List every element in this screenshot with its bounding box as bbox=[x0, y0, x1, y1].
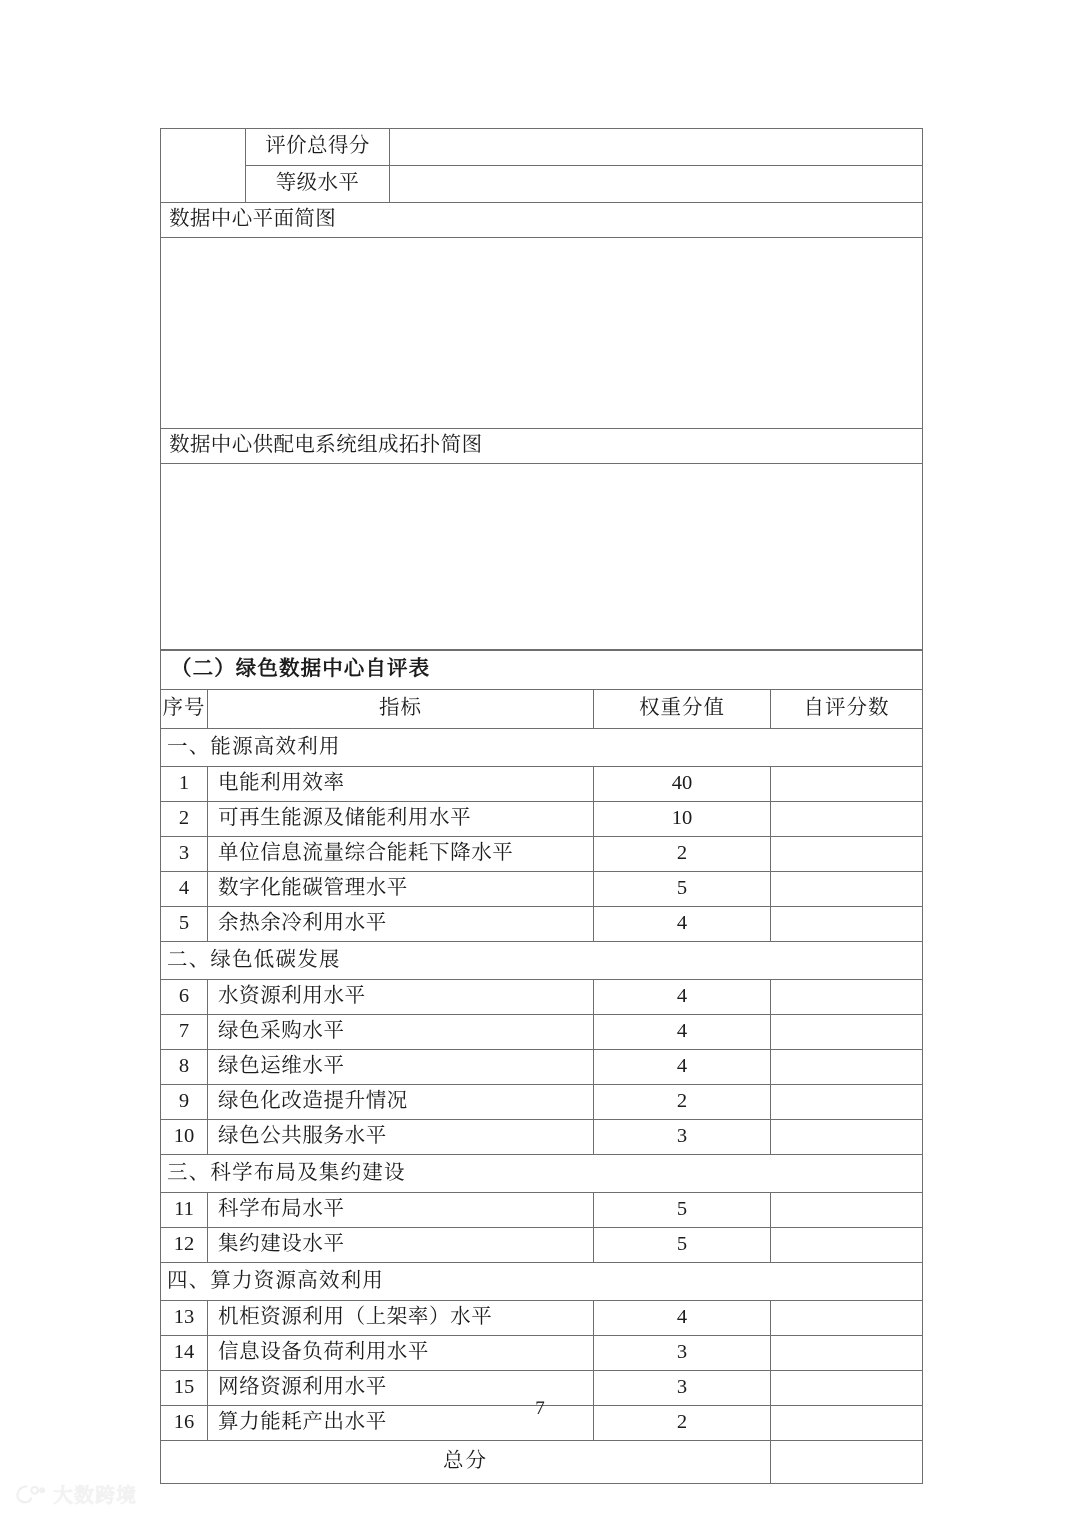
category-title-scientific-layout: 三、科学布局及集约建设 bbox=[161, 1155, 923, 1193]
row-self-score[interactable] bbox=[771, 907, 923, 942]
row-weight: 5 bbox=[594, 1193, 771, 1228]
category-title-energy-efficiency: 一、能源高效利用 bbox=[161, 729, 923, 767]
row-index: 1 bbox=[161, 767, 208, 802]
table-row-category bbox=[161, 942, 923, 980]
page-number: 7 bbox=[535, 1398, 545, 1419]
floorplan-diagram-area[interactable] bbox=[161, 238, 923, 429]
row-indicator: 绿色公共服务水平 bbox=[208, 1120, 594, 1155]
row-index: 15 bbox=[161, 1371, 208, 1406]
row-self-score[interactable] bbox=[771, 872, 923, 907]
table-row-total bbox=[161, 1441, 923, 1484]
table-row bbox=[161, 767, 923, 802]
row-index: 10 bbox=[161, 1120, 208, 1155]
row-weight: 3 bbox=[594, 1371, 771, 1406]
column-header-self-score: 自评分数 bbox=[771, 690, 923, 729]
table-row bbox=[161, 1085, 923, 1120]
table-row bbox=[161, 980, 923, 1015]
table-row-power-topology-area bbox=[161, 464, 923, 650]
column-header-weight: 权重分值 bbox=[594, 690, 771, 729]
row-indicator: 余热余冷利用水平 bbox=[208, 907, 594, 942]
row-weight: 4 bbox=[594, 1015, 771, 1050]
row-index: 9 bbox=[161, 1085, 208, 1120]
category-title-green-low-carbon: 二、绿色低碳发展 bbox=[161, 942, 923, 980]
power-topology-diagram-title: 数据中心供配电系统组成拓扑简图 bbox=[161, 429, 923, 464]
watermark-text: 大数跨境 bbox=[53, 1485, 137, 1507]
table-row-floorplan-title bbox=[161, 203, 923, 238]
table-row-total-score bbox=[161, 129, 923, 166]
row-weight: 3 bbox=[594, 1336, 771, 1371]
table-row bbox=[161, 1120, 923, 1155]
row-weight: 4 bbox=[594, 1050, 771, 1085]
table-row bbox=[161, 802, 923, 837]
table-row-category bbox=[161, 729, 923, 767]
table-row bbox=[161, 1228, 923, 1263]
row-index: 13 bbox=[161, 1301, 208, 1336]
row-indicator: 可再生能源及储能利用水平 bbox=[208, 802, 594, 837]
row-self-score[interactable] bbox=[771, 837, 923, 872]
row-weight: 4 bbox=[594, 907, 771, 942]
table-row-grade-level bbox=[161, 166, 923, 203]
table-row bbox=[161, 907, 923, 942]
column-header-index: 序号 bbox=[161, 690, 208, 729]
row-indicator: 集约建设水平 bbox=[208, 1228, 594, 1263]
row-self-score[interactable] bbox=[771, 1050, 923, 1085]
watermark bbox=[16, 1479, 137, 1508]
row-weight: 3 bbox=[594, 1120, 771, 1155]
grade-level-value[interactable] bbox=[390, 166, 923, 203]
table-row bbox=[161, 1336, 923, 1371]
table-row-section-title bbox=[161, 651, 923, 690]
row-index: 2 bbox=[161, 802, 208, 837]
evaluation-summary-table bbox=[160, 128, 923, 650]
row-self-score[interactable] bbox=[771, 1336, 923, 1371]
row-indicator: 单位信息流量综合能耗下降水平 bbox=[208, 837, 594, 872]
row-index: 5 bbox=[161, 907, 208, 942]
row-self-score[interactable] bbox=[771, 1301, 923, 1336]
floorplan-diagram-title: 数据中心平面简图 bbox=[161, 203, 923, 238]
row-indicator: 绿色化改造提升情况 bbox=[208, 1085, 594, 1120]
row-self-score[interactable] bbox=[771, 1193, 923, 1228]
row-weight: 2 bbox=[594, 837, 771, 872]
row-weight: 40 bbox=[594, 767, 771, 802]
table-row-floorplan-area bbox=[161, 238, 923, 429]
row-weight: 2 bbox=[594, 1406, 771, 1441]
row-self-score[interactable] bbox=[771, 802, 923, 837]
row-index: 8 bbox=[161, 1050, 208, 1085]
row-self-score[interactable] bbox=[771, 1085, 923, 1120]
row-self-score[interactable] bbox=[771, 767, 923, 802]
circle-eyes-logo-icon bbox=[16, 1483, 46, 1505]
row-self-score[interactable] bbox=[771, 980, 923, 1015]
column-header-indicator: 指标 bbox=[208, 690, 594, 729]
table-row-category bbox=[161, 1155, 923, 1193]
table-row bbox=[161, 872, 923, 907]
row-indicator: 信息设备负荷利用水平 bbox=[208, 1336, 594, 1371]
row-indicator: 水资源利用水平 bbox=[208, 980, 594, 1015]
row-index: 11 bbox=[161, 1193, 208, 1228]
total-score-row-value[interactable] bbox=[771, 1441, 923, 1484]
row-index: 4 bbox=[161, 872, 208, 907]
row-weight: 4 bbox=[594, 980, 771, 1015]
row-self-score[interactable] bbox=[771, 1120, 923, 1155]
total-score-row-label: 总分 bbox=[161, 1441, 771, 1484]
table-row bbox=[161, 1015, 923, 1050]
row-indicator: 电能利用效率 bbox=[208, 767, 594, 802]
row-indicator: 算力能耗产出水平 bbox=[208, 1406, 594, 1441]
document-content bbox=[160, 128, 922, 1484]
self-assessment-section-title: （二）绿色数据中心自评表 bbox=[161, 651, 923, 690]
row-weight: 5 bbox=[594, 1228, 771, 1263]
total-score-label: 评价总得分 bbox=[246, 129, 390, 166]
total-score-value[interactable] bbox=[390, 129, 923, 166]
table-row-power-topology-title bbox=[161, 429, 923, 464]
row-index: 12 bbox=[161, 1228, 208, 1263]
row-indicator: 机柜资源利用（上架率）水平 bbox=[208, 1301, 594, 1336]
row-indicator: 网络资源利用水平 bbox=[208, 1371, 594, 1406]
table-header-row bbox=[161, 690, 923, 729]
row-indicator: 绿色采购水平 bbox=[208, 1015, 594, 1050]
table-row bbox=[161, 837, 923, 872]
green-datacenter-self-assessment-table bbox=[160, 650, 923, 1484]
row-index: 16 bbox=[161, 1406, 208, 1441]
row-index: 3 bbox=[161, 837, 208, 872]
row-indicator: 数字化能碳管理水平 bbox=[208, 872, 594, 907]
row-index: 6 bbox=[161, 980, 208, 1015]
row-index: 7 bbox=[161, 1015, 208, 1050]
table-row bbox=[161, 1301, 923, 1336]
power-topology-diagram-area[interactable] bbox=[161, 464, 923, 650]
row-weight: 10 bbox=[594, 802, 771, 837]
table-row-category bbox=[161, 1263, 923, 1301]
summary-blank-cell bbox=[161, 129, 246, 203]
row-weight: 5 bbox=[594, 872, 771, 907]
grade-level-label: 等级水平 bbox=[246, 166, 390, 203]
row-self-score[interactable] bbox=[771, 1015, 923, 1050]
category-title-computing-resource: 四、算力资源高效利用 bbox=[161, 1263, 923, 1301]
row-indicator: 科学布局水平 bbox=[208, 1193, 594, 1228]
row-weight: 4 bbox=[594, 1301, 771, 1336]
table-row bbox=[161, 1050, 923, 1085]
table-row bbox=[161, 1193, 923, 1228]
row-self-score[interactable] bbox=[771, 1228, 923, 1263]
row-index: 14 bbox=[161, 1336, 208, 1371]
row-indicator: 绿色运维水平 bbox=[208, 1050, 594, 1085]
row-weight: 2 bbox=[594, 1085, 771, 1120]
